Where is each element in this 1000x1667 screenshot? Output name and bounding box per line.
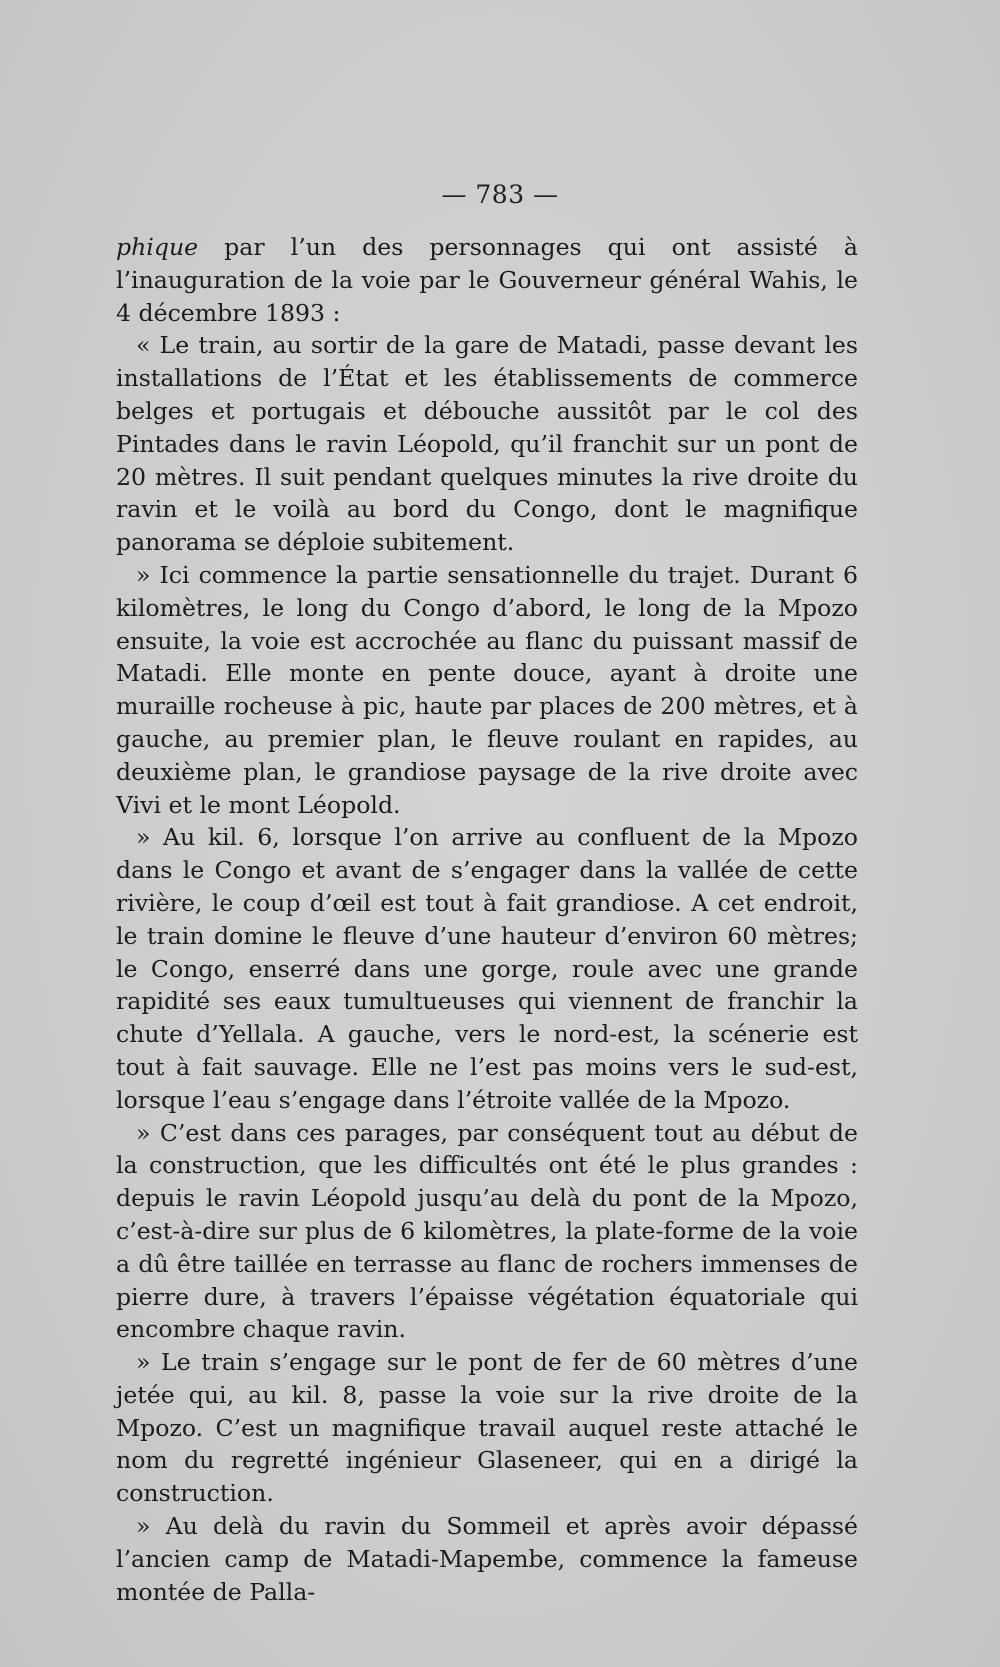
paragraph-2: « Le train, au sortir de la gare de Matadi, passe devant les installations de l’État et les établissements de commerce belges et portugais et débouche aussitôt par le col des Pintades dans le ravin Léopold, qu’il franchit sur un pont de 20 mètres. Il suit pendant quelques minutes la rive droite du ravin et le voilà au bord du Congo, dont le magnifique panorama se déploie subitement. xyxy=(116,331,858,557)
paragraph-1-text: par l’un des personnages qui ont assisté à l’inauguration de la voie par le Gouverneur général Wahis, le 4 décembre 1893 : xyxy=(116,233,858,327)
paragraph-7: » Au delà du ravin du Sommeil et après avoir dépassé l’ancien camp de Matadi-Mapembe, commence la fameuse montée de Palla- xyxy=(116,1512,858,1606)
paragraph-1 xyxy=(116,231,858,329)
italic-word: phique xyxy=(116,233,199,261)
paragraph-6: » Le train s’engage sur le pont de fer de 60 mètres d’une jetée qui, au kil. 8, passe la voie sur la rive droite de la Mpozo. C’est un magnifique travail auquel reste attaché le nom du regretté ingénieur Glaseneer, qui en a dirigé la construction. xyxy=(116,1348,858,1508)
paragraph-3: » Ici commence la partie sensationnelle du trajet. Durant 6 kilomètres, le long du Congo d’abord, le long de la Mpozo ensuite, la voie est accrochée au flanc du puissant massif de Matadi. Elle monte en pente douce, ayant à droite une muraille rocheuse à pic, haute par places de 200 mètres, et à gauche, au premier plan, le fleuve roulant en rapides, au deuxième plan, le grandiose paysage de la rive droite avec Vivi et le mont Léopold. xyxy=(116,560,858,819)
paragraph-4: » Au kil. 6, lorsque l’on arrive au confluent de la Mpozo dans le Congo et avant de s’engager dans la vallée de cette rivière, le coup d’œil est tout à fait grandiose. A cet endroit, le train domine le fleuve d’une hauteur d’environ 60 mètres; le Congo, enserré dans une gorge, roule avec une grande rapidité ses eaux tumultueuses qui viennent de franchir la chute d’Yellala. A gauche, vers le nord-est, la scénerie est tout à fait sauvage. Elle ne l’est pas moins vers le sud-est, lorsque l’eau s’engage dans l’étroite vallée de la Mpozo. xyxy=(116,823,858,1114)
body-text xyxy=(116,231,858,1608)
paragraph-5: » C’est dans ces parages, par conséquent tout au début de la construction, que les difficultés ont été le plus grandes : depuis le ravin Léopold jusqu’au delà du pont de la Mpozo, c’est-à-dire sur plus de 6 kilomètres, la plate-forme de la voie a dû être taillée en terrasse au flanc de rochers immenses de pierre dure, à travers l’épaisse végétation équatoriale qui encombre chaque ravin. xyxy=(116,1118,858,1344)
page-number: — 783 — xyxy=(441,180,559,209)
